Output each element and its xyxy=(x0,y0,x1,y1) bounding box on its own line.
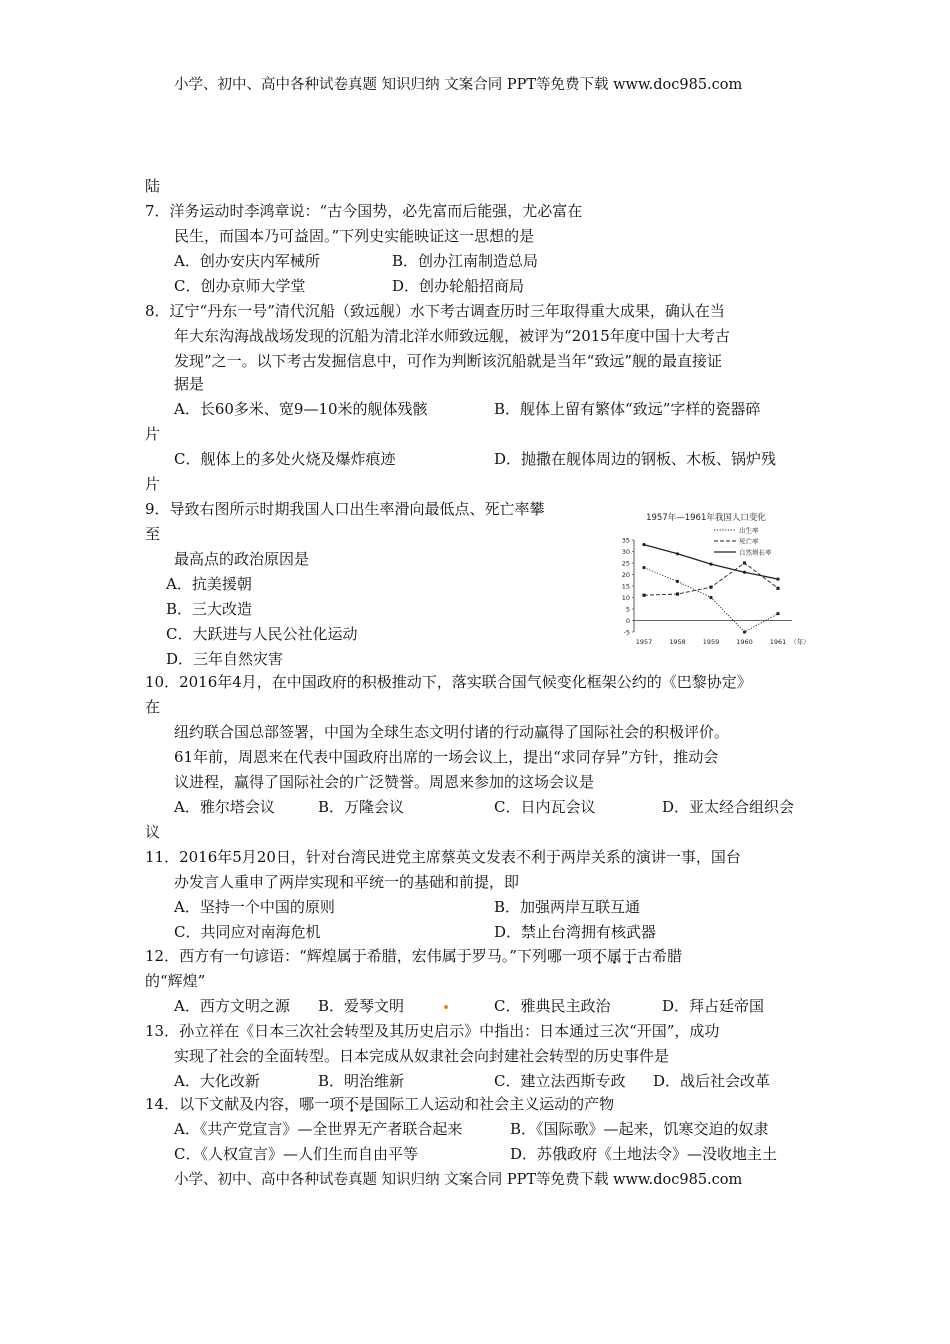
text-line: 办发言人重申了两岸实现和平统一的基础和前提，即 xyxy=(174,873,520,891)
y-tick-label: 20 xyxy=(621,571,630,579)
text-line: 发现”之一。以下考古发掘信息中，可作为判断该沉船就是当年“致远”舰的最直接证 xyxy=(174,352,723,370)
option-12d: D．拜占廷帝国 xyxy=(662,997,765,1015)
data-point xyxy=(676,592,679,595)
legend-label: 出生率 xyxy=(739,526,759,535)
x-tick-label: 1958 xyxy=(669,638,686,646)
x-tick-label: 1961 xyxy=(769,638,787,646)
option-11d: D．禁止台湾拥有核武器 xyxy=(494,923,657,941)
legend-label: 自然增长率 xyxy=(739,548,772,557)
text-line: 的“辉煌” xyxy=(145,972,206,990)
option-11b: B．加强两岸互联互通 xyxy=(494,898,641,916)
text-line: 民生，而国本乃可益固。”下列史实能映证这一思想的是 xyxy=(174,227,535,245)
option-12a: A．西方文明之源 xyxy=(174,997,290,1015)
series-line-2 xyxy=(644,563,778,595)
option-7d: D．创办轮船招商局 xyxy=(392,277,525,295)
option-13a: A．大化改新 xyxy=(174,1072,260,1090)
option-13d: D．战后社会改革 xyxy=(653,1072,771,1090)
y-tick-label: 15 xyxy=(621,582,630,591)
emphasis-not-belong: 不属于 xyxy=(591,947,637,965)
y-tick-label: -5 xyxy=(623,628,630,637)
question-14 xyxy=(145,1094,614,1114)
option-11c: C．共同应对南海危机 xyxy=(174,923,321,941)
emphasis-not: 不是 xyxy=(344,1095,375,1113)
text-line: 至 xyxy=(145,525,161,543)
data-point xyxy=(642,594,645,597)
page-header: 小学、初中、高中各种试卷真题 知识归纳 文案合同 PPT等免费下载 www.doc985.com xyxy=(174,77,743,93)
series-line-1 xyxy=(644,568,778,632)
option-8b: B．舰体上留有繁体“致远”字样的瓷器碎 xyxy=(494,400,761,418)
option-10c: C．日内瓦会议 xyxy=(494,798,596,816)
text-line: 在 xyxy=(145,698,161,716)
question-11: 11．2016年5月20日，针对台湾民进党主席蔡英文发表不利于两岸关系的演讲一事，国台 xyxy=(145,848,741,866)
y-tick-label: 30 xyxy=(621,548,630,556)
question-12-text: 12．西方有一句谚语：“辉煌属于希腊，宏伟属于罗马。”下列哪一项 xyxy=(145,947,592,965)
text-line: 片 xyxy=(145,425,161,443)
option-8c: C．舰体上的多处火烧及爆炸痕迹 xyxy=(174,450,396,468)
option-7b: B．创办江南制造总局 xyxy=(392,252,539,270)
option-14a: A．《共产党宣言》—全世界无产者联合起来 xyxy=(174,1120,463,1138)
data-point xyxy=(676,580,679,583)
option-13c: C．建立法西斯专政 xyxy=(494,1072,626,1090)
question-9: 9．导致右图所示时期我国人口出生率滑向最低点、死亡率攀 xyxy=(145,500,545,518)
question-12-text-end: 古希腊 xyxy=(636,947,682,965)
question-14-text-end: 国际工人运动和社会主义运动的产物 xyxy=(374,1095,615,1113)
option-9a: A．抗美援朝 xyxy=(166,575,252,593)
data-point xyxy=(776,578,779,581)
option-12c: C．雅典民主政治 xyxy=(494,997,611,1015)
text-line: 议 xyxy=(145,823,161,841)
y-tick-label: 5 xyxy=(625,605,630,614)
option-14c: C．《人权宣言》—人们生而自由平等 xyxy=(174,1145,418,1163)
option-10d: D．亚太经合组织会 xyxy=(662,798,795,816)
text-line: 年大东沟海战战场发现的沉船为清北洋水师致远舰，被评为“2015年度中国十大考古 xyxy=(174,327,730,345)
legend-label: 死亡率 xyxy=(739,537,759,546)
text-line: 最高点的政治原因是 xyxy=(174,550,310,568)
data-point xyxy=(642,543,645,546)
y-tick-label: 10 xyxy=(621,594,630,602)
data-point xyxy=(676,552,679,555)
text-line: 议进程，赢得了国际社会的广泛赞誉。周恩来参加的这场会议是 xyxy=(174,773,595,791)
text-line: 实现了社会的全面转型。日本完成从奴隶社会向封建社会转型的历史事件是 xyxy=(174,1047,670,1065)
x-unit-label: （年） xyxy=(790,638,810,646)
data-point xyxy=(709,563,712,566)
data-point xyxy=(743,571,746,574)
option-8a: A．长60多米、宽9—10米的舰体残骸 xyxy=(174,400,428,418)
x-tick-label: 1959 xyxy=(702,638,720,646)
x-tick-label: 1960 xyxy=(736,638,753,646)
option-12b: B．爱琴文明 xyxy=(318,997,405,1015)
chart-title: 1957年—1961年我国人口变化 xyxy=(646,513,766,523)
data-point xyxy=(743,561,746,564)
option-8d: D．抛撒在舰体周边的钢板、木板、锅炉残 xyxy=(494,450,777,468)
text-line: 据是 xyxy=(174,375,205,393)
data-point xyxy=(776,587,779,590)
page-footer: 小学、初中、高中各种试卷真题 知识归纳 文案合同 PPT等免费下载 www.doc985.com xyxy=(174,1172,743,1188)
option-9b: B．三大改造 xyxy=(166,600,253,618)
question-12 xyxy=(145,946,682,966)
option-9c: C．大跃进与人民公社化运动 xyxy=(166,625,358,643)
y-tick-label: 35 xyxy=(621,536,630,545)
x-tick-label: 1957 xyxy=(635,638,653,646)
stray-mark xyxy=(444,1005,448,1009)
question-14-text: 14．以下文献及内容，哪一项 xyxy=(145,1095,345,1113)
data-point xyxy=(743,630,746,633)
option-10a: A．雅尔塔会议 xyxy=(174,798,275,816)
text-line: 61年前，周恩来在代表中国政府出席的一场会议上，提出“求同存异”方针，推动会 xyxy=(174,748,719,766)
question-7: 7．洋务运动时李鸿章说：“古今国势，必先富而后能强，尤必富在 xyxy=(145,202,583,220)
data-point xyxy=(776,612,779,615)
y-tick-label: 0 xyxy=(625,617,630,625)
data-point xyxy=(709,596,712,599)
y-tick-label: 25 xyxy=(621,559,630,568)
option-9d: D．三年自然灾害 xyxy=(166,650,284,668)
option-10b: B．万隆会议 xyxy=(318,798,405,816)
text-line: 纽约联合国总部签署，中国为全球生态文明付诸的行动赢得了国际社会的积极评价。 xyxy=(174,723,730,741)
option-14b: B．《国际歌》—起来，饥寒交迫的奴隶 xyxy=(510,1120,769,1138)
option-13b: B．明治维新 xyxy=(318,1072,405,1090)
text-line: 陆 xyxy=(145,177,161,195)
question-8: 8．辽宁“丹东一号”清代沉船（致远舰）水下考古调查历时三年取得重大成果，确认在当 xyxy=(145,302,725,320)
question-13: 13．孙立祥在《日本三次社会转型及其历史启示》中指出：日本通过三次“开国”，成功 xyxy=(145,1022,720,1040)
option-7c: C．创办京师大学堂 xyxy=(174,277,306,295)
option-11a: A．坚持一个中国的原则 xyxy=(174,898,335,916)
data-point xyxy=(709,586,712,589)
population-chart xyxy=(614,506,814,656)
data-point xyxy=(642,566,645,569)
option-7a: A．创办安庆内军械所 xyxy=(174,252,320,270)
text-line: 片 xyxy=(145,475,161,493)
option-14d: D．苏俄政府《土地法令》—没收地主土 xyxy=(510,1145,778,1163)
question-10: 10．2016年4月，在中国政府的积极推动下，落实联合国气候变化框架公约的《巴黎协定》 xyxy=(145,673,752,691)
